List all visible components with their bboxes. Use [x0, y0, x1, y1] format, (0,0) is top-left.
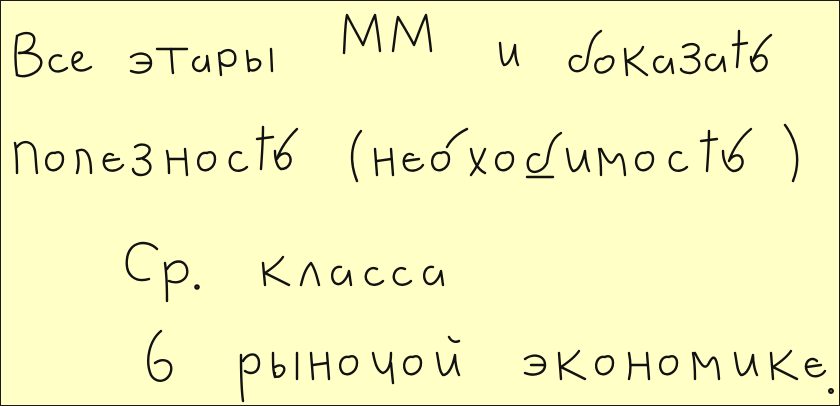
- handwritten-line-1: [16, 15, 772, 76]
- handwritten-line-2: [15, 125, 797, 181]
- handwriting-canvas: [1, 1, 840, 406]
- handwritten-line-4: [148, 331, 833, 401]
- handwritten-line-3: [127, 243, 443, 301]
